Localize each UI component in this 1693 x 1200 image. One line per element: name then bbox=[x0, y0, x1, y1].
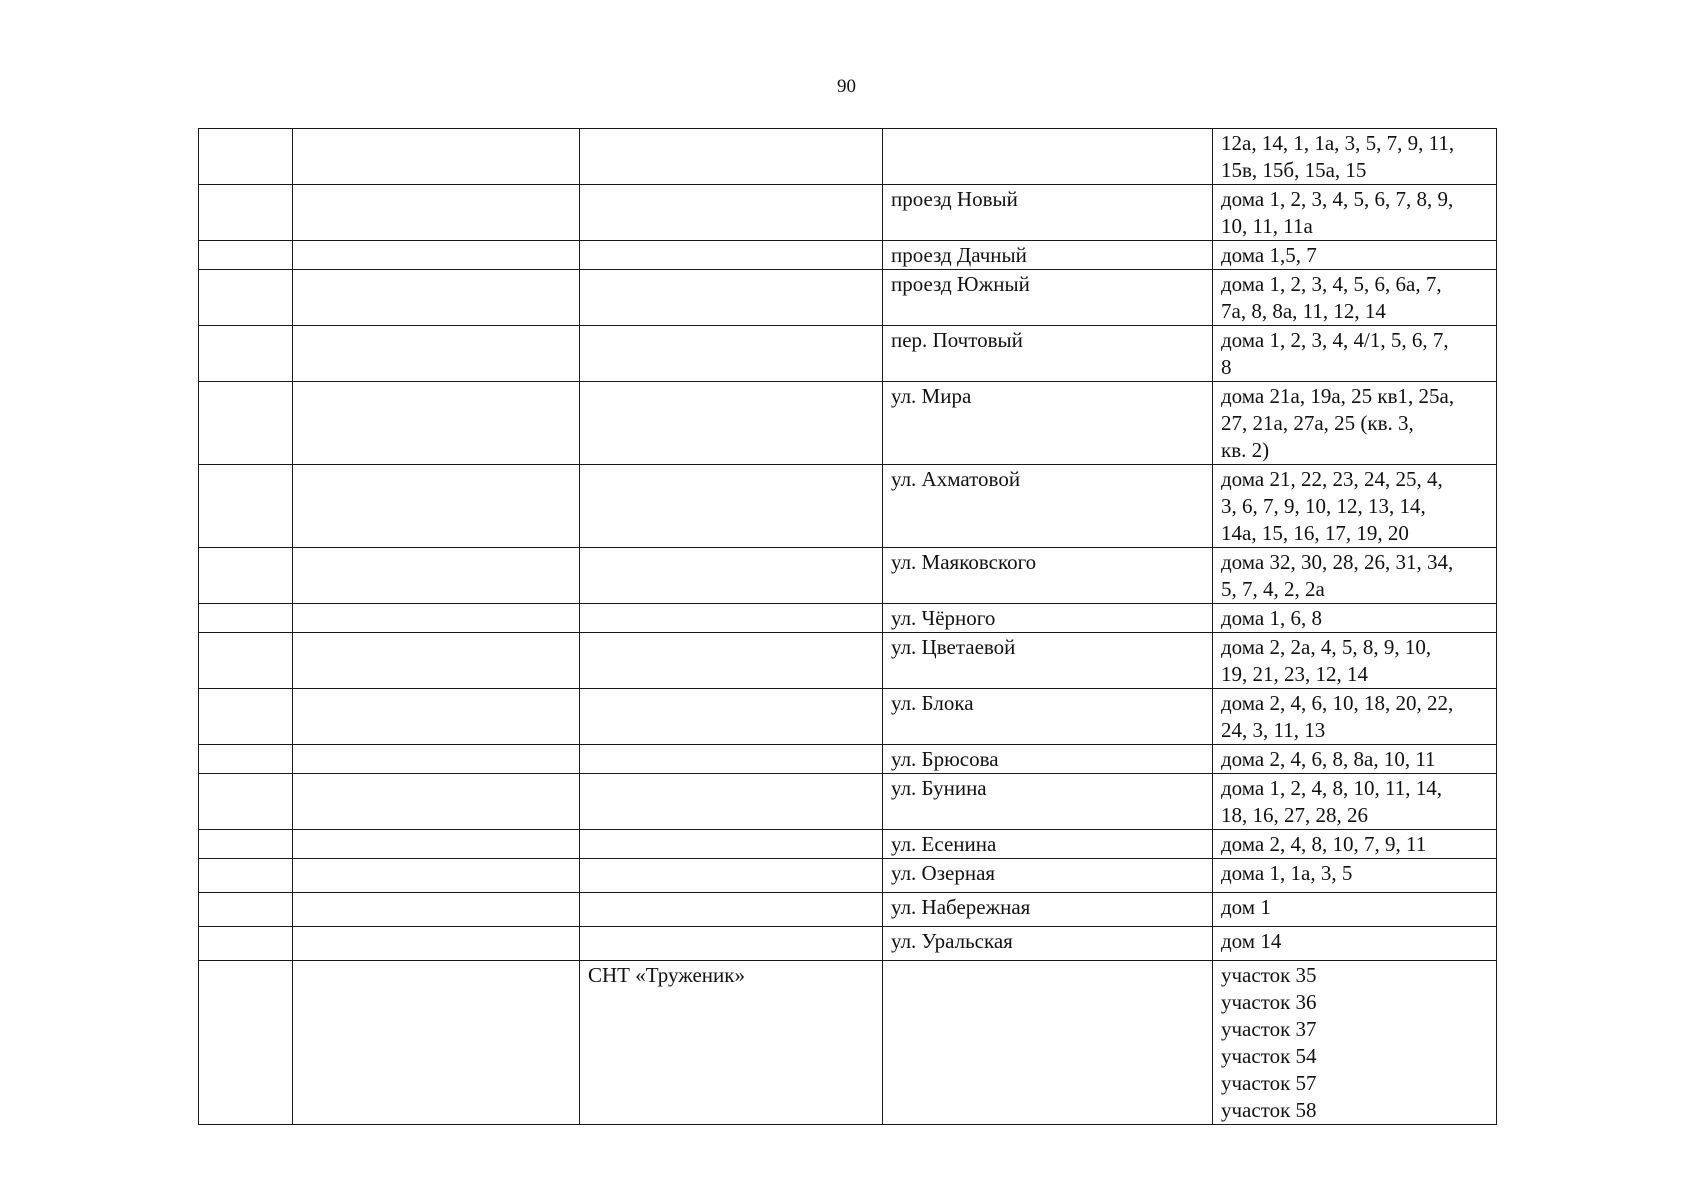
cell-number bbox=[199, 241, 293, 270]
cell-number bbox=[199, 927, 293, 961]
cell-number bbox=[199, 961, 293, 1125]
table-row bbox=[199, 689, 1497, 745]
cell-street: ул. Маяковского bbox=[883, 548, 1213, 604]
cell-district bbox=[293, 241, 580, 270]
cell-district bbox=[293, 689, 580, 745]
table-row bbox=[199, 185, 1497, 241]
cell-number bbox=[199, 326, 293, 382]
cell-houses: дома 1, 2, 3, 4, 5, 6, 7, 8, 9, 10, 11, 11а bbox=[1213, 185, 1497, 241]
cell-district bbox=[293, 548, 580, 604]
cell-settlement bbox=[580, 604, 883, 633]
cell-houses: дома 1, 6, 8 bbox=[1213, 604, 1497, 633]
table-row bbox=[199, 326, 1497, 382]
table-row bbox=[199, 745, 1497, 774]
cell-street: ул. Озерная bbox=[883, 859, 1213, 893]
table-row bbox=[199, 961, 1497, 1125]
cell-street: ул. Набережная bbox=[883, 893, 1213, 927]
cell-settlement bbox=[580, 745, 883, 774]
table-row bbox=[199, 270, 1497, 326]
cell-houses: 12а, 14, 1, 1а, 3, 5, 7, 9, 11, 15в, 15б, 15а, 15 bbox=[1213, 129, 1497, 185]
cell-street: ул. Есенина bbox=[883, 830, 1213, 859]
cell-number bbox=[199, 830, 293, 859]
cell-settlement bbox=[580, 633, 883, 689]
cell-street bbox=[883, 129, 1213, 185]
cell-houses: дома 1, 2, 4, 8, 10, 11, 14, 18, 16, 27, 28, 26 bbox=[1213, 774, 1497, 830]
cell-settlement bbox=[580, 830, 883, 859]
cell-number bbox=[199, 745, 293, 774]
cell-street: ул. Мира bbox=[883, 382, 1213, 465]
cell-settlement bbox=[580, 270, 883, 326]
table-row bbox=[199, 927, 1497, 961]
cell-houses: дома 21, 22, 23, 24, 25, 4, 3, 6, 7, 9, 10, 12, 13, 14, 14а, 15, 16, 17, 19, 20 bbox=[1213, 465, 1497, 548]
cell-settlement bbox=[580, 893, 883, 927]
cell-houses: участок 35 участок 36 участок 37 участок 54 участок 57 участок 58 bbox=[1213, 961, 1497, 1125]
table-row bbox=[199, 633, 1497, 689]
table-row bbox=[199, 241, 1497, 270]
table-row bbox=[199, 382, 1497, 465]
cell-district bbox=[293, 745, 580, 774]
cell-district bbox=[293, 774, 580, 830]
cell-houses: дома 21а, 19а, 25 кв1, 25а, 27, 21а, 27а, 25 (кв. 3, кв. 2) bbox=[1213, 382, 1497, 465]
cell-street: пер. Почтовый bbox=[883, 326, 1213, 382]
cell-number bbox=[199, 689, 293, 745]
cell-settlement bbox=[580, 241, 883, 270]
cell-district bbox=[293, 961, 580, 1125]
address-table bbox=[198, 128, 1497, 1125]
page-number: 90 bbox=[837, 76, 856, 97]
cell-district bbox=[293, 859, 580, 893]
table-row bbox=[199, 465, 1497, 548]
cell-district bbox=[293, 893, 580, 927]
cell-street: ул. Чёрного bbox=[883, 604, 1213, 633]
table-row bbox=[199, 830, 1497, 859]
table-row bbox=[199, 774, 1497, 830]
cell-houses: дома 32, 30, 28, 26, 31, 34, 5, 7, 4, 2, 2а bbox=[1213, 548, 1497, 604]
cell-number bbox=[199, 382, 293, 465]
cell-houses: дома 1,5, 7 bbox=[1213, 241, 1497, 270]
cell-houses: дома 2, 4, 6, 8, 8а, 10, 11 bbox=[1213, 745, 1497, 774]
table-row bbox=[199, 859, 1497, 893]
address-table-body bbox=[199, 129, 1497, 1125]
cell-district bbox=[293, 382, 580, 465]
cell-houses: дома 1, 2, 3, 4, 5, 6, 6а, 7, 7а, 8, 8а, 11, 12, 14 bbox=[1213, 270, 1497, 326]
cell-number bbox=[199, 270, 293, 326]
cell-settlement bbox=[580, 548, 883, 604]
cell-settlement bbox=[580, 382, 883, 465]
cell-settlement: СНТ «Труженик» bbox=[580, 961, 883, 1125]
cell-settlement bbox=[580, 774, 883, 830]
cell-houses: дома 2, 2а, 4, 5, 8, 9, 10, 19, 21, 23, 12, 14 bbox=[1213, 633, 1497, 689]
cell-district bbox=[293, 830, 580, 859]
cell-district bbox=[293, 270, 580, 326]
table-row bbox=[199, 604, 1497, 633]
cell-street: ул. Блока bbox=[883, 689, 1213, 745]
cell-number bbox=[199, 465, 293, 548]
cell-houses: дома 1, 1а, 3, 5 bbox=[1213, 859, 1497, 893]
cell-houses: дом 1 bbox=[1213, 893, 1497, 927]
table-row bbox=[199, 129, 1497, 185]
cell-district bbox=[293, 129, 580, 185]
cell-settlement bbox=[580, 129, 883, 185]
cell-street: ул. Бунина bbox=[883, 774, 1213, 830]
cell-district bbox=[293, 633, 580, 689]
table-row bbox=[199, 893, 1497, 927]
cell-district bbox=[293, 185, 580, 241]
cell-settlement bbox=[580, 326, 883, 382]
cell-street: проезд Дачный bbox=[883, 241, 1213, 270]
cell-district bbox=[293, 465, 580, 548]
cell-number bbox=[199, 129, 293, 185]
cell-number bbox=[199, 859, 293, 893]
cell-houses: дома 2, 4, 8, 10, 7, 9, 11 bbox=[1213, 830, 1497, 859]
cell-street: ул. Ахматовой bbox=[883, 465, 1213, 548]
cell-number bbox=[199, 633, 293, 689]
cell-district bbox=[293, 604, 580, 633]
cell-number bbox=[199, 774, 293, 830]
cell-number bbox=[199, 893, 293, 927]
cell-settlement bbox=[580, 465, 883, 548]
cell-street: ул. Цветаевой bbox=[883, 633, 1213, 689]
cell-number bbox=[199, 185, 293, 241]
cell-settlement bbox=[580, 689, 883, 745]
cell-settlement bbox=[580, 185, 883, 241]
cell-street bbox=[883, 961, 1213, 1125]
cell-district bbox=[293, 927, 580, 961]
cell-number bbox=[199, 548, 293, 604]
cell-number bbox=[199, 604, 293, 633]
cell-houses: дома 1, 2, 3, 4, 4/1, 5, 6, 7, 8 bbox=[1213, 326, 1497, 382]
cell-street: проезд Южный bbox=[883, 270, 1213, 326]
cell-houses: дома 2, 4, 6, 10, 18, 20, 22, 24, 3, 11, 13 bbox=[1213, 689, 1497, 745]
table-row bbox=[199, 548, 1497, 604]
cell-settlement bbox=[580, 927, 883, 961]
cell-street: ул. Брюсова bbox=[883, 745, 1213, 774]
cell-district bbox=[293, 326, 580, 382]
cell-street: ул. Уральская bbox=[883, 927, 1213, 961]
cell-houses: дом 14 bbox=[1213, 927, 1497, 961]
cell-settlement bbox=[580, 859, 883, 893]
cell-street: проезд Новый bbox=[883, 185, 1213, 241]
